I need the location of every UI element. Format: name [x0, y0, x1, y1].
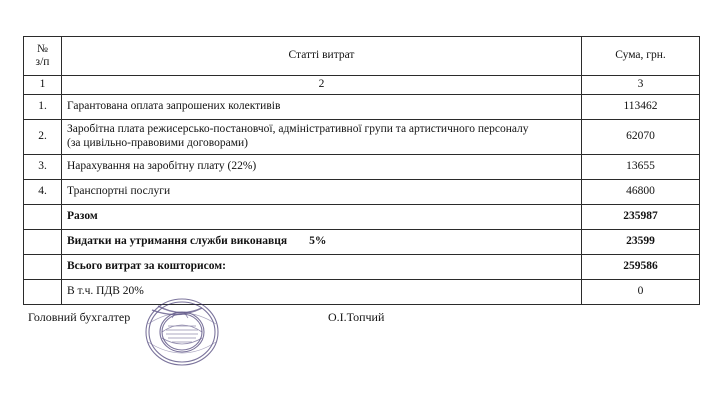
row-sum: 235987 — [582, 205, 700, 230]
row-no: 2. — [24, 120, 62, 155]
row-no: 3. — [24, 155, 62, 180]
signature-block — [23, 310, 699, 334]
row-item: В т.ч. ПДВ 20% — [62, 280, 582, 305]
table-row — [24, 95, 700, 120]
row-item-label: Видатки на утримання служби виконавця — [67, 235, 288, 248]
column-number-row — [24, 76, 700, 95]
row-item — [62, 230, 582, 255]
column-number-3: 3 — [582, 76, 700, 95]
header-cell-no — [24, 37, 62, 76]
row-no — [24, 255, 62, 280]
row-item: Транспортні послуги — [62, 180, 582, 205]
row-no — [24, 280, 62, 305]
header-cell-sum: Сума, грн. — [582, 37, 700, 76]
header-no-line2: з/п — [35, 56, 50, 68]
signature-name: О.І.Топчий — [328, 310, 385, 324]
column-number-1: 1 — [24, 76, 62, 95]
table-row-service-fee — [24, 230, 700, 255]
row-item: Всього витрат за кошторисом: — [62, 255, 582, 280]
row-no: 1. — [24, 95, 62, 120]
row-sum: 259586 — [582, 255, 700, 280]
column-number-2: 2 — [62, 76, 582, 95]
row-item-percent: 5% — [309, 235, 327, 248]
row-sum: 0 — [582, 280, 700, 305]
header-cell-item: Статті витрат — [62, 37, 582, 76]
signature-role: Головний бухгалтер — [28, 310, 131, 324]
row-sum: 113462 — [582, 95, 700, 120]
table-row-grand-total — [24, 255, 700, 280]
row-sum: 46800 — [582, 180, 700, 205]
row-no — [24, 230, 62, 255]
table-header-row — [24, 37, 700, 76]
row-sum: 13655 — [582, 155, 700, 180]
row-no: 4. — [24, 180, 62, 205]
table-row — [24, 155, 700, 180]
row-item: Гарантована оплата запрошених колективів — [62, 95, 582, 120]
table-row-vat — [24, 280, 700, 305]
table-row-total — [24, 205, 700, 230]
row-sum: 62070 — [582, 120, 700, 155]
table-row — [24, 120, 700, 155]
table-row — [24, 180, 700, 205]
header-no-line1: № — [37, 43, 48, 56]
cost-estimate-table — [23, 36, 700, 305]
row-item: Нарахування на заробітну плату (22%) — [62, 155, 582, 180]
row-item — [62, 120, 582, 155]
row-item-line2: (за цивільно-правовими договорами) — [67, 137, 249, 149]
row-item-line1: Заробітна плата режисерсько-постановчої, адміністративної групи та артистичного персоналу — [67, 123, 529, 136]
row-no — [24, 205, 62, 230]
row-item: Разом — [62, 205, 582, 230]
row-sum: 23599 — [582, 230, 700, 255]
